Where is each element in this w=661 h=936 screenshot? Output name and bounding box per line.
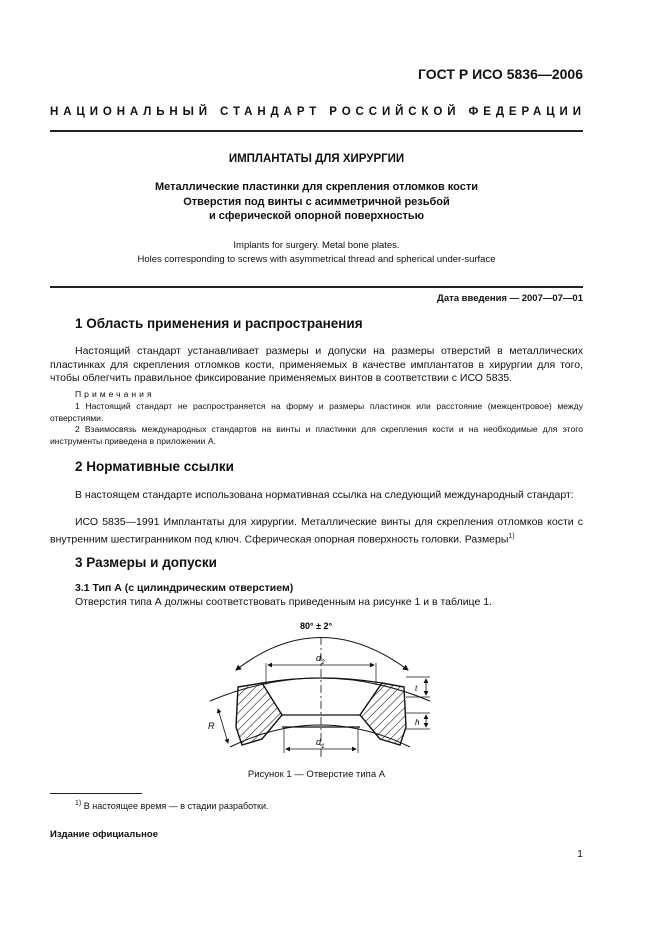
section-1-paragraph: Настоящий стандарт устанавливает размеры и допуски на размеры отверстий в металлических пластинках для скрепления отломков кости, применяемых в качестве имплантатов в хирургии для того, чтобы облегчить правильное фиксирование применяемых винтов в соответствии с ИСО 5835. <box>50 345 583 384</box>
note-2: 2 Взаимосвязь международных стандартов на винты и пластинки для скрепления кости и на необходимые для этого инструменты приведена в приложении А. <box>50 424 583 446</box>
english-title-line-1: Implants for surgery. Metal bone plates. <box>233 240 400 251</box>
edition-label: Издание официальное <box>50 829 158 840</box>
page-number: 1 <box>577 848 583 860</box>
radius-dimension <box>218 709 228 743</box>
d2-label: $d_2$ <box>316 653 325 666</box>
introduction-date: Дата введения — 2007—07—01 <box>437 293 583 304</box>
section-3-1-paragraph: Отверстия типа А должны соответствовать приведенным на рисунке 1 и в таблице 1. <box>75 596 492 608</box>
footnote-marker: 1) <box>75 800 82 807</box>
d1-label: $d_1$ <box>316 737 325 750</box>
note-1: 1 Настоящий стандарт не распространяется на форму и размеры пластинок или расстояние (межцентровое) между отверстиями. <box>50 401 583 423</box>
national-standard-banner: НАЦИОНАЛЬНЫЙ СТАНДАРТ РОССИЙСКОЙ ФЕДЕРАЦИИ <box>50 106 586 118</box>
standard-subtitle <box>50 180 583 224</box>
footnote-text: В настоящее время — в стадии разработки. <box>83 801 269 811</box>
iso-reference-text: ИСО 5835—1991 Имплантаты для хирургии. Металлические винты для скрепления отломков кости с внутренним шестигранником под ключ. Сферическая опорная поверхность головки. Размеры <box>50 516 583 545</box>
section-3-heading: 3 Размеры и допуски <box>75 555 217 570</box>
left-section <box>236 683 282 745</box>
english-title-line-2: Holes corresponding to screws with asymmetrical thread and spherical under-surface <box>137 254 496 265</box>
standard-title: ИМПЛАНТАТЫ ДЛЯ ХИРУРГИИ <box>228 153 405 165</box>
footnote-divider <box>50 793 142 794</box>
section-2-paragraph-1: В настоящем стандарте использована нормативная ссылка на следующий международный стандарт: <box>75 489 574 501</box>
hole-spherical-seat <box>262 678 382 683</box>
t-label: t <box>415 684 418 693</box>
h-label: h <box>415 718 420 727</box>
right-section <box>360 683 406 745</box>
section-2-paragraph-2 <box>50 516 583 547</box>
title-divider <box>50 286 583 288</box>
subtitle-line-3: и сферической опорной поверхностью <box>208 210 425 222</box>
section-3-1-heading: 3.1 Тип А (с цилиндрическим отверстием) <box>75 582 294 594</box>
english-title <box>50 239 583 267</box>
document-number: ГОСТ Р ИСО 5836—2006 <box>418 66 583 82</box>
notes-heading: Примечания <box>75 389 155 399</box>
subtitle-line-2: Отверстия под винты с асимметричной резьбой <box>183 195 450 208</box>
top-divider <box>50 130 583 132</box>
section-1-heading: 1 Область применения и распространения <box>75 316 363 331</box>
footnote <box>75 800 269 811</box>
figure-1-drawing <box>200 615 440 765</box>
radius-label: R <box>208 721 215 731</box>
footnote-mark: 1) <box>508 532 515 540</box>
angle-label: 80° ± 2° <box>300 621 333 631</box>
section-2-heading: 2 Нормативные ссылки <box>75 459 234 474</box>
figure-1-caption: Рисунок 1 — Отверстие типа А <box>247 769 386 780</box>
subtitle-line-1: Металлические пластинки для скрепления отломков кости <box>154 181 478 193</box>
